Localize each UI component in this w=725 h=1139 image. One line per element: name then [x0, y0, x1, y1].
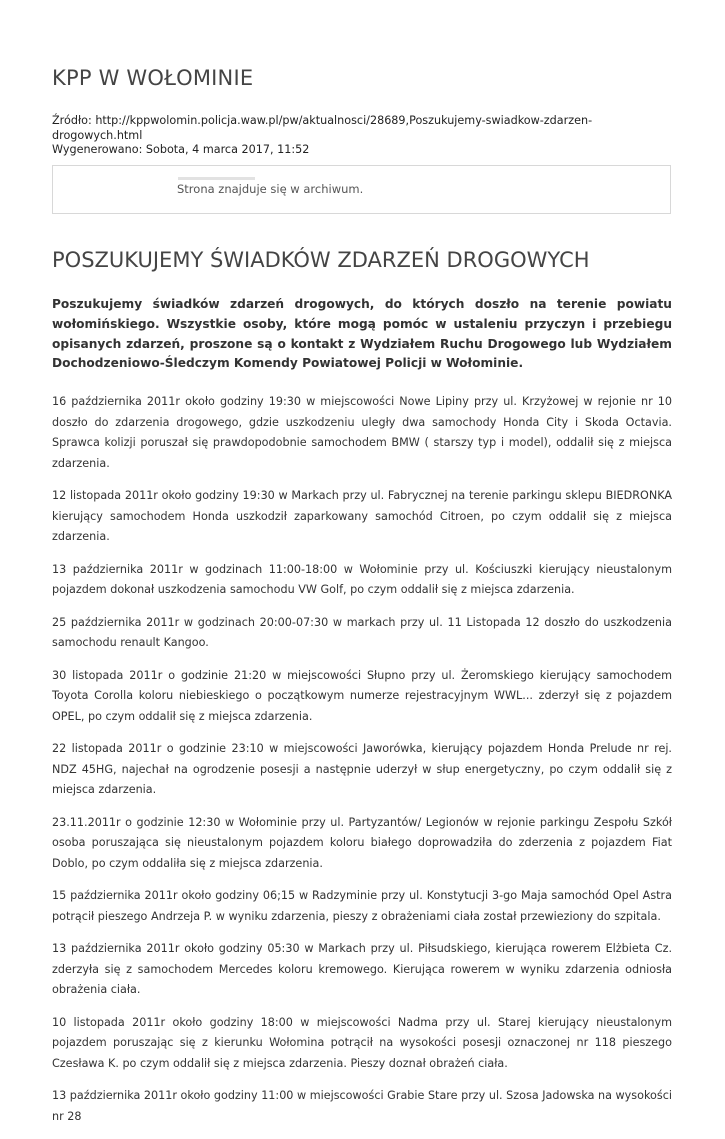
generated-line: Wygenerowano: Sobota, 4 marca 2017, 11:52	[52, 143, 310, 157]
event-paragraph: 13 października 2011r w godzinach 11:00-18:00 w Wołominie przy ul. Kościuszki kierujący nieustalonym pojazdem dokonał uszkodzenia samochodu VW Golf, po czym oddalił się z miejsca zdarzenia.	[52, 562, 672, 596]
event-paragraph: 23.11.2011r o godzinie 12:30 w Wołominie przy ul. Partyzantów/ Legionów w rejonie parkingu Zespołu Szkół osoba poruszająca się nieustalonym pojazdem koloru białego doprowadziła do zderzenia z pojazdem Fiat Doblo, po czym oddaliła się z miejsca zdarzenia.	[52, 815, 672, 870]
archive-divider	[178, 177, 255, 180]
event-paragraph: 13 października 2011r około godziny 05:30 w Markach przy ul. Piłsudskiego, kierująca rowerem Elżbieta Cz. zderzyła się z samochodem Mercedes koloru kremowego. Kierująca rowerem w wyniku zdarzenia odniosła obrażenia ciała.	[52, 942, 672, 996]
archive-notice: Strona znajduje się w archiwum.	[177, 182, 364, 196]
article-title: POSZUKUJEMY ŚWIADKÓW ZDARZEŃ DROGOWYCH	[52, 248, 590, 272]
article-body	[52, 392, 672, 1139]
event-paragraph: 25 października 2011r w godzinach 20:00-07:30 w markach przy ul. 11 Listopada 12 doszło do uszkodzenia samochodu renault Kangoo.	[52, 615, 672, 649]
site-title: KPP W WOŁOMINIE	[52, 66, 254, 90]
event-paragraph: 16 października 2011r około godziny 19:30 w miejscowości Nowe Lipiny przy ul. Krzyżowej w rejonie nr 10 doszło do zdarzenia drogowego, gdzie uszkodzeniu uległy dwa samochody Honda City i Skoda Octavia. Sprawca kolizji poruszał się prawdopodobnie samochodem BMW ( starszy typ i model), oddalił się z miejsca zdarzenia.	[52, 395, 672, 470]
source-line: Źródło: http://kppwolomin.policja.waw.pl/pw/aktualnosci/28689,Poszukujemy-swiadkow-zdarzen-drogowych.html	[52, 114, 593, 142]
archive-notice-box	[52, 165, 671, 214]
event-paragraph: 22 listopada 2011r o godzinie 23:10 w miejscowości Jaworówka, kierujący pojazdem Honda Prelude nr rej. NDZ 45HG, najechał na ogrodzenie posesji a następnie uderzył w słup energetyczny, po czym oddalił się z miejsca zdarzenia.	[52, 742, 672, 796]
event-paragraph: 15 października 2011r około godziny 06;15 w Radzyminie przy ul. Konstytucji 3-go Maja samochód Opel Astra potrącił pieszego Andrzeja P. w wyniku zdarzenia, pieszy z obrażeniami ciała został przewieziony do szpitala.	[52, 889, 672, 923]
event-paragraph: 10 listopada 2011r około godziny 18:00 w miejscowości Nadma przy ul. Starej kierujący nieustalonym pojazdem poruszając się z kierunku Wołomina potrącił na wysokości posesji oznaczonej nr 118 pieszego Czesława K. po czym oddalił się z miejsca zdarzenia. Pieszy doznał obrażeń ciała.	[52, 1015, 672, 1070]
article-lead: Poszukujemy świadków zdarzeń drogowych, do których doszło na terenie powiatu wołomińskiego. Wszystkie osoby, które mogą pomóc w ustaleniu przyczyn i przebiegu opisanych zdarzeń, proszone są o kontakt z Wydziałem Ruchu Drogowego lub Wydziałem Dochodzeniowo-Śledczym Komendy Powiatowej Policji w Wołominie.	[52, 297, 672, 371]
event-paragraph: 13 października 2011r około godziny 11:00 w miejscowości Grabie Stare przy ul. Szosa Jadowska na wysokości nr 28	[52, 1089, 672, 1123]
event-paragraph: 12 listopada 2011r około godziny 19:30 w Markach przy ul. Fabrycznej na terenie parkingu sklepu BIEDRONKA kierujący samochodem Honda uszkodził zaparkowany samochód Citroen, po czym oddalił się z miejsca zdarzenia.	[52, 489, 672, 543]
event-paragraph: 30 listopada 2011r o godzinie 21:20 w miejscowości Słupno przy ul. Żeromskiego kierujący samochodem Toyota Corolla koloru niebieskiego o początkowym numerze rejestracyjnym WWL... zderzył się z pojazdem OPEL, po czym oddalił się z miejsca zdarzenia.	[52, 668, 672, 723]
document-meta	[52, 114, 672, 158]
